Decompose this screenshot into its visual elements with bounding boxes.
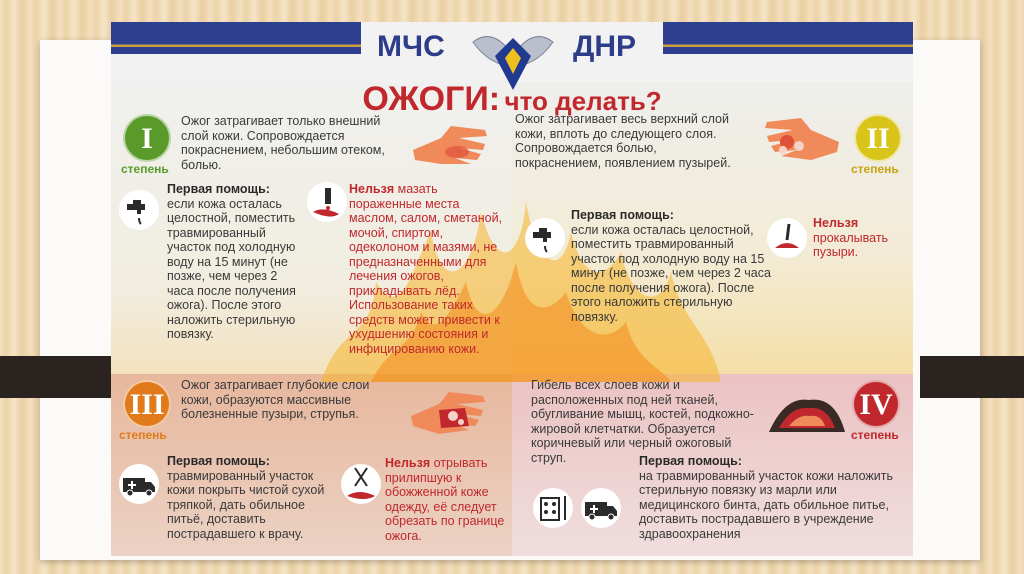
degree-1-first-aid-text: если кожа осталась целостной, поместить травмированный участок под холодную воду на 15 минут (не позже, чем через 2 часа после получения ожога). После этого наложить стерильную повязку. [167, 196, 296, 341]
burns-poster [111, 22, 913, 556]
degree-4-badge: IV [852, 380, 900, 428]
needle-blister-icon [767, 218, 807, 258]
title-main: ОЖОГИ: [362, 80, 501, 118]
degree-2-badge: II [854, 114, 902, 162]
degree-2-forbidden [813, 216, 909, 260]
degree-4-first-aid-title: Первая помощь: [639, 454, 742, 468]
degree-2-label: степень [851, 162, 899, 176]
dropper-hand-icon [307, 182, 347, 222]
degree-4-first-aid [639, 454, 909, 541]
faucet-icon [119, 190, 159, 230]
degree-2-first-aid-title: Первая помощь: [571, 208, 674, 222]
title-sub: что делать? [504, 86, 662, 116]
degree-1-label: степень [121, 162, 169, 176]
header-stripe-right [663, 22, 913, 54]
hand-mild-burn-icon [411, 120, 489, 166]
degree-2-description: Ожог затрагивает весь верхний слой кожи, вплоть до следующего слоя. Сопровождается болью, покраснением, появлением пузырей. [515, 112, 731, 170]
header-right-text: ДНР [573, 30, 637, 63]
degree-1-forbidden [349, 182, 509, 356]
degree-3-first-aid [167, 454, 337, 541]
degree-3-forbidden-title: Нельзя [385, 456, 431, 470]
degree-3-label: степень [119, 428, 167, 442]
ambulance-icon [581, 488, 621, 528]
degree-2-forbidden-title: Нельзя [813, 216, 859, 230]
hand-blister-burn-icon [757, 112, 841, 168]
pills-icon [533, 488, 573, 528]
charred-tissue-icon [765, 382, 849, 442]
degree-3-badge: III [123, 380, 171, 428]
ambulance-icon [119, 464, 159, 504]
header-left-text: МЧС [377, 30, 445, 63]
header-stripe-left [111, 22, 361, 54]
degree-2-first-aid [571, 208, 777, 324]
degree-3-description: Ожог затрагивает глубокие слои кожи, образуются массивные болезненные пузыри, струпья. [181, 378, 370, 421]
degree-4-label: степень [851, 428, 899, 442]
degree-3-forbidden-text: отрывать прилипшую к обожженной коже одежду, её следует обрезать по границе ожога. [385, 456, 505, 543]
degree-3-forbidden [385, 456, 509, 543]
degree-2-first-aid-text: если кожа осталась целостной, поместить травмированный участок под холодную воду на 15 минут (не позже, чем через 2 часа после получения ожога). После этого наложить стерильную повязку. [571, 222, 771, 324]
degree-4-first-aid-text: на травмированный участок кожи наложить стерильную повязку из марли или медицинского бинта, дать обильное питье, доставить пострадавшего в учреждение здравоохранения [639, 468, 893, 541]
left-dark-tab [0, 356, 116, 398]
degree-1-description: Ожог затрагивает только внешний слой кожи. Сопровождается покраснением, небольшим отеком, болью. [181, 114, 385, 172]
degree-1-first-aid-title: Первая помощь: [167, 182, 270, 196]
faucet-icon [525, 218, 565, 258]
degree-1-badge: I [123, 114, 171, 162]
scissors-hand-icon [341, 464, 381, 504]
hand-deep-burn-icon [409, 386, 493, 442]
degree-4-description: Гибель всех слоев кожи и расположенных под ней тканей, обугливание мышц, костей, подкожно-жировой клетчатки. Образуется коричневый или черный ожоговый струп. [531, 378, 754, 465]
degree-3-first-aid-text: травмированный участок кожи покрыть чистой сухой тряпкой, дать обильное питьё, доставить пострадавшего к врачу. [167, 468, 325, 541]
degree-1-forbidden-title: Нельзя [349, 182, 395, 196]
degree-1-first-aid [167, 182, 307, 342]
degree-3-first-aid-title: Первая помощь: [167, 454, 270, 468]
degree-1-forbidden-text: мазать пораженные места маслом, салом, сметаной, мочой, спиртом, одеколоном и мазями, не предназначенными для лечения ожогов, прикладывать лёд. Использование таких средств может привести к ухудшению состояния и инфицированию кожи. [349, 182, 503, 356]
degree-2-forbidden-text: прокалывать пузыри. [813, 230, 889, 259]
right-dark-tab [920, 356, 1024, 398]
